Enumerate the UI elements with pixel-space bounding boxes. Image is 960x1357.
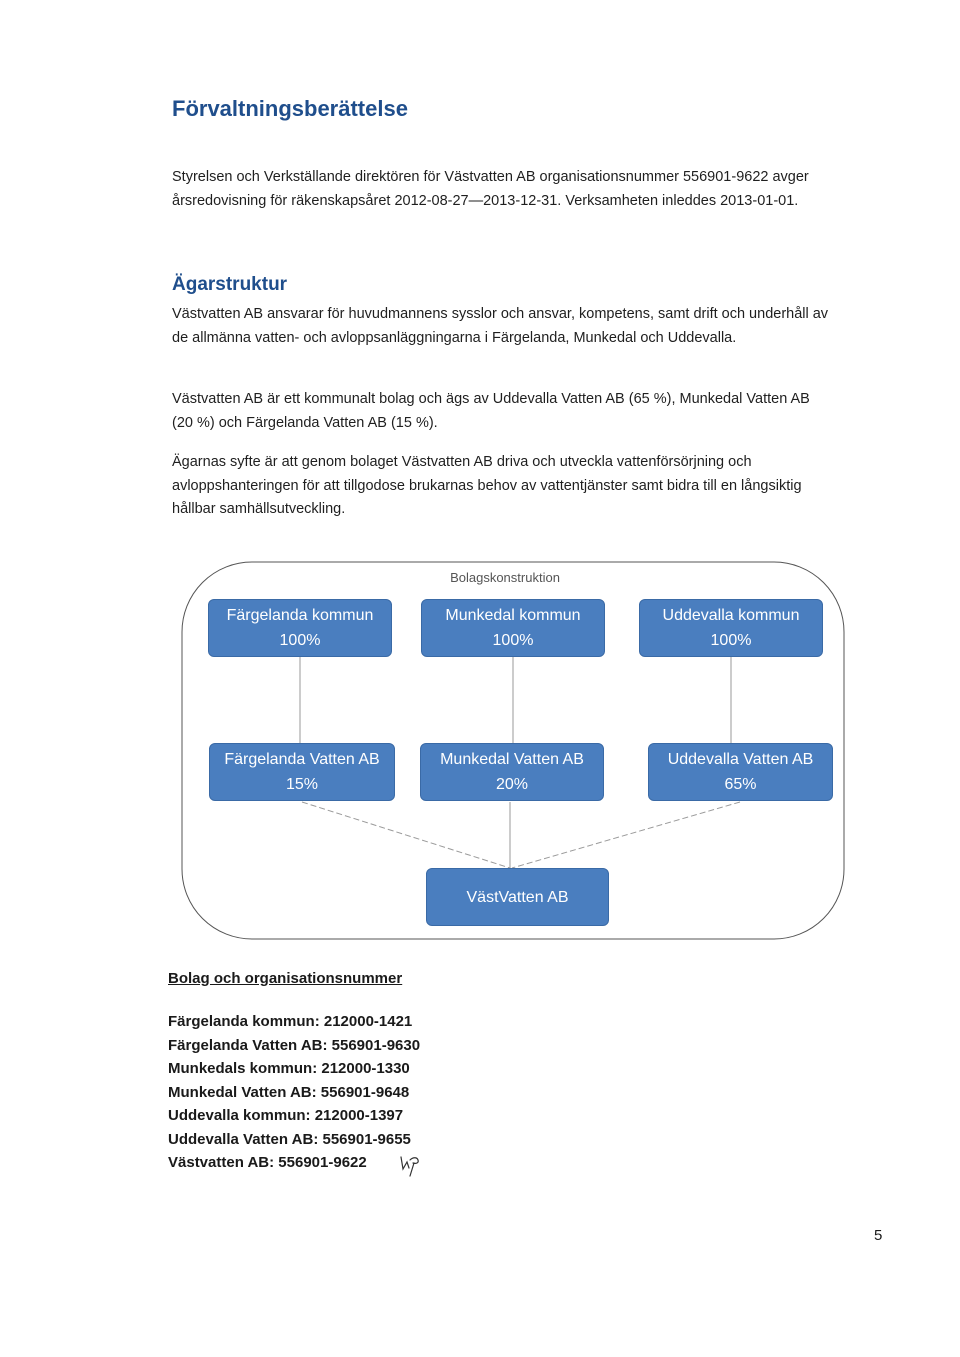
- handwritten-initials-icon: [398, 1150, 422, 1178]
- box-uddevalla-vatten: [648, 743, 833, 801]
- page-number: 5: [874, 1227, 883, 1244]
- box-munkedal-vatten: [420, 743, 604, 801]
- box-share: 65%: [724, 776, 757, 793]
- box-share: 15%: [285, 776, 319, 793]
- connector-uddevalla-vatten: [512, 802, 740, 868]
- box-munkedal-kommun: [421, 599, 605, 657]
- box-fargelanda-vatten: [209, 743, 395, 801]
- box-share: 20%: [495, 776, 529, 793]
- box-uddevalla-kommun: [639, 599, 823, 657]
- org-number-list: [168, 1010, 420, 1175]
- section-heading: Ägarstruktur: [172, 274, 288, 295]
- org-item: Färgelanda Vatten AB: 556901-9630: [168, 1036, 421, 1054]
- org-item: Färgelanda kommun: 212000-1421: [168, 1013, 413, 1030]
- page-title: Förvaltningsberättelse: [172, 96, 408, 121]
- diagram-title: Bolagskonstruktion: [450, 570, 560, 585]
- box-vastvatten: [426, 868, 609, 926]
- box-share: 100%: [492, 632, 534, 649]
- orgs-heading: Bolag och organisationsnummer: [168, 970, 403, 987]
- org-item: Munkedal Vatten AB: 556901-9648: [168, 1083, 410, 1101]
- box-share: 100%: [279, 632, 321, 649]
- box-name: Uddevalla Vatten AB: [667, 751, 814, 768]
- intro-paragraph: Styrelsen och Verkställande direktören för Västvatten AB organisationsnummer 556901-9622 avger årsredovisning för räkenskapsåret 2012-08-27—2013-12-31. Verksamheten inleddes 2013-01-01.: [172, 169, 809, 209]
- box-name: VästVatten AB: [466, 888, 569, 906]
- org-item: Västvatten AB: 556901-9622: [168, 1154, 367, 1171]
- paragraph-ownership: Västvatten AB är ett kommunalt bolag och ägs av Uddevalla Vatten AB (65 %), Munkedal Vatten AB (20 %) och Färgelanda Vatten AB (15 %).: [172, 391, 810, 431]
- paragraph-responsibility: Västvatten AB ansvarar för huvudmannens sysslor och ansvar, kompetens, samt drift och underhåll av de allmänna vatten- och avloppsanläggningarna i Färgelanda, Munkedal och Uddevalla.: [172, 306, 829, 346]
- box-name: Färgelanda kommun: [226, 607, 374, 624]
- box-name: Färgelanda Vatten AB: [224, 751, 380, 768]
- connector-fargelanda-vatten: [302, 802, 510, 868]
- box-name: Munkedal kommun: [445, 607, 581, 624]
- box-share: 100%: [710, 632, 752, 649]
- box-name: Munkedal Vatten AB: [440, 751, 584, 768]
- org-item: Uddevalla Vatten AB: 556901-9655: [168, 1130, 411, 1148]
- paragraph-purpose: Ägarnas syfte är att genom bolaget Västvatten AB driva och utveckla vattenförsörjning och avloppshanteringen för att tillgodose brukarnas behov av vattentjänster samt bidra till en långsiktig hållbar samhällsutveckling.: [172, 454, 802, 517]
- box-name: Uddevalla kommun: [662, 607, 800, 624]
- box-fargelanda-kommun: [208, 599, 392, 657]
- org-item: Munkedals kommun: 212000-1330: [168, 1060, 410, 1077]
- org-item: Uddevalla kommun: 212000-1397: [168, 1107, 404, 1124]
